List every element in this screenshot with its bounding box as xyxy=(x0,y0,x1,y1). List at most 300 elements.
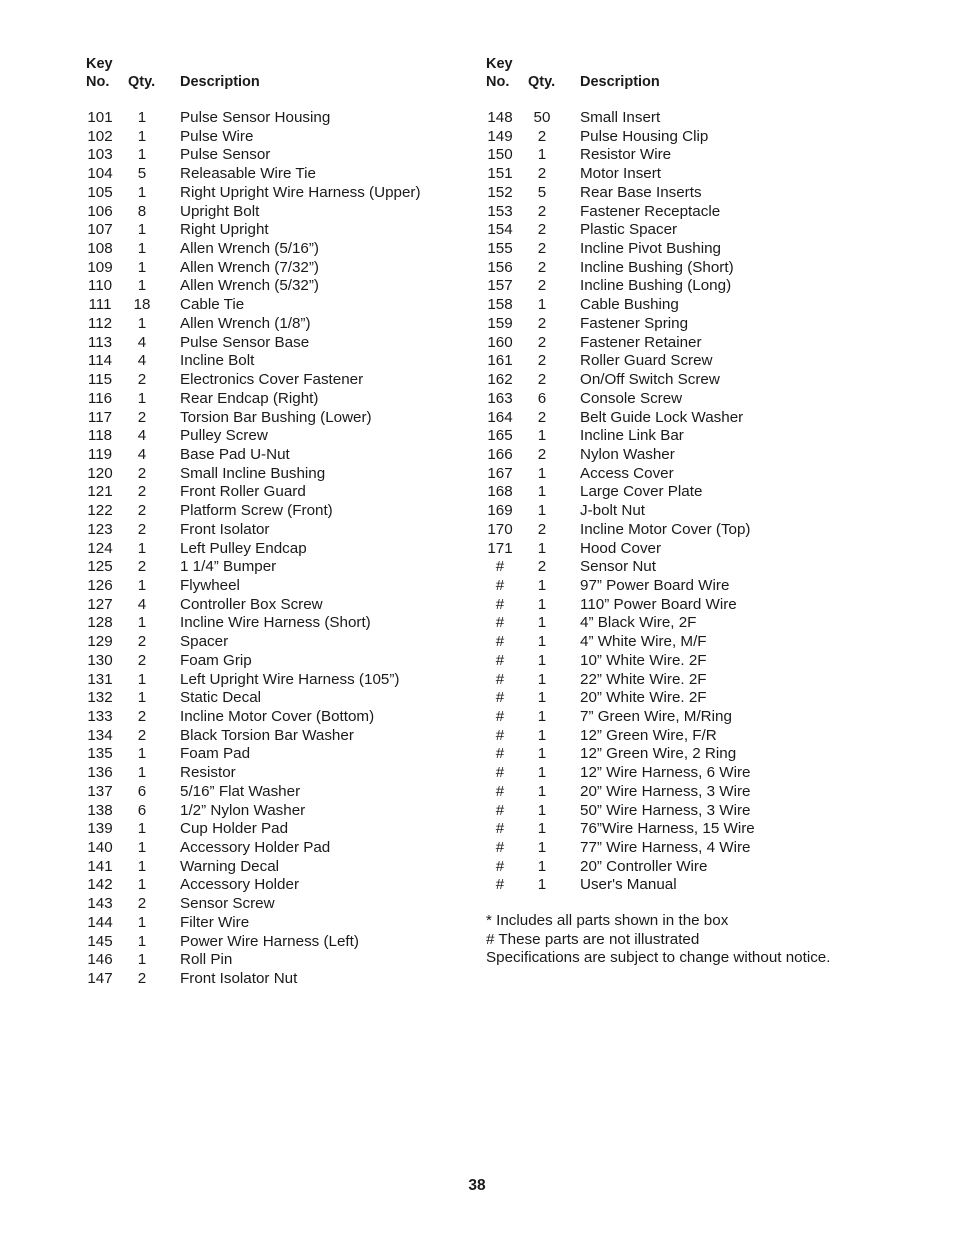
quantity: 1 xyxy=(537,708,547,725)
quantity: 1 xyxy=(537,689,547,707)
part-description: User's Manual xyxy=(580,876,677,894)
parts-row xyxy=(86,446,506,465)
parts-row xyxy=(86,951,506,970)
parts-list-left xyxy=(86,109,506,989)
quantity: 1 xyxy=(137,183,147,201)
column-header xyxy=(86,54,506,92)
part-description: Spacer xyxy=(180,633,229,651)
parts-row xyxy=(486,371,906,390)
quantity: 1 xyxy=(137,146,147,164)
parts-row xyxy=(486,820,906,839)
parts-row xyxy=(86,858,506,877)
part-description: Accessory Holder Pad xyxy=(180,839,331,857)
key-number: # xyxy=(495,820,505,838)
key-number: 111 xyxy=(88,296,112,314)
parts-row xyxy=(86,708,506,727)
parts-row xyxy=(86,465,506,484)
part-description: Cable Tie xyxy=(180,296,245,314)
quantity: 2 xyxy=(537,240,547,258)
key-number: 135 xyxy=(87,745,113,763)
key-number: # xyxy=(495,764,505,782)
key-number: 154 xyxy=(487,221,513,239)
key-number: 132 xyxy=(87,689,113,707)
key-number: 136 xyxy=(87,764,113,782)
part-description: Nylon Washer xyxy=(580,445,675,463)
parts-row xyxy=(486,558,906,577)
part-description: 110” Power Board Wire xyxy=(580,595,737,613)
part-description: Resistor xyxy=(180,764,236,782)
part-description: Upright Bolt xyxy=(180,202,260,220)
parts-row xyxy=(486,334,906,353)
part-description: Access Cover xyxy=(580,464,674,482)
part-description: Pulley Screw xyxy=(180,427,268,445)
quantity: 1 xyxy=(137,839,147,857)
header-description: Description xyxy=(180,74,260,90)
key-number: 119 xyxy=(87,445,113,463)
part-description: Filter Wire xyxy=(180,913,250,931)
parts-row xyxy=(86,914,506,933)
quantity: 1 xyxy=(137,277,147,295)
key-number: 109 xyxy=(87,258,113,276)
quantity: 2 xyxy=(537,258,547,276)
part-description: 4” White Wire, M/F xyxy=(580,633,707,651)
quantity: 1 xyxy=(537,801,547,819)
key-number: 153 xyxy=(487,202,513,220)
header-key-line1: Key xyxy=(486,56,513,72)
parts-row xyxy=(486,240,906,259)
key-number: 166 xyxy=(487,445,513,463)
quantity: 1 xyxy=(537,483,547,501)
parts-row xyxy=(86,334,506,353)
quantity: 1 xyxy=(537,820,547,838)
key-number: # xyxy=(495,689,505,707)
quantity: 6 xyxy=(137,782,147,800)
parts-row xyxy=(86,502,506,521)
parts-row xyxy=(86,689,506,708)
parts-row xyxy=(486,783,906,802)
quantity: 1 xyxy=(537,764,547,782)
part-description: Torsion Bar Bushing (Lower) xyxy=(180,408,372,426)
quantity: 2 xyxy=(537,445,547,463)
part-description: Fastener Receptacle xyxy=(580,202,721,220)
part-description: Rear Base Inserts xyxy=(580,183,702,201)
part-description: Fastener Retainer xyxy=(580,333,702,351)
part-description: Cup Holder Pad xyxy=(180,820,289,838)
quantity: 1 xyxy=(137,689,147,707)
parts-row xyxy=(86,165,506,184)
parts-row xyxy=(86,427,506,446)
quantity: 1 xyxy=(537,427,547,445)
quantity: 4 xyxy=(137,333,147,351)
quantity: 2 xyxy=(537,202,547,220)
quantity: 1 xyxy=(137,240,147,258)
part-description: 20” White Wire. 2F xyxy=(580,689,707,707)
part-description: Incline Link Bar xyxy=(580,427,684,445)
part-description: Incline Motor Cover (Top) xyxy=(580,520,751,538)
part-description: Sensor Screw xyxy=(180,895,275,913)
key-number: 101 xyxy=(87,109,113,126)
key-number: 151 xyxy=(487,165,513,183)
key-number: 156 xyxy=(487,258,513,276)
key-number: 115 xyxy=(87,371,113,389)
quantity: 2 xyxy=(137,726,147,744)
parts-row xyxy=(86,839,506,858)
quantity: 1 xyxy=(137,539,147,557)
quantity: 2 xyxy=(537,371,547,389)
key-number: 121 xyxy=(87,483,113,501)
key-number: 125 xyxy=(87,558,113,576)
parts-row xyxy=(486,764,906,783)
part-description: Platform Screw (Front) xyxy=(180,502,333,520)
part-description: Accessory Holder xyxy=(180,876,300,894)
quantity: 1 xyxy=(137,670,147,688)
key-number: 141 xyxy=(87,857,113,875)
parts-row xyxy=(86,540,506,559)
parts-row xyxy=(486,146,906,165)
part-description: Foam Pad xyxy=(180,745,251,763)
part-description: Controller Box Screw xyxy=(180,595,323,613)
quantity: 1 xyxy=(537,876,547,894)
parts-row xyxy=(486,745,906,764)
key-number: # xyxy=(495,558,505,576)
key-number: 171 xyxy=(487,539,513,557)
key-number: 155 xyxy=(487,240,513,258)
part-description: Incline Bushing (Short) xyxy=(580,258,734,276)
part-description: 97” Power Board Wire xyxy=(580,576,730,594)
part-description: Small Incline Bushing xyxy=(180,464,326,482)
parts-row xyxy=(86,146,506,165)
key-number: # xyxy=(495,857,505,875)
quantity: 2 xyxy=(537,408,547,426)
part-description: Allen Wrench (5/32”) xyxy=(180,277,319,295)
key-number: 138 xyxy=(87,801,113,819)
quantity: 2 xyxy=(537,277,547,295)
quantity: 2 xyxy=(137,651,147,669)
parts-row xyxy=(486,165,906,184)
quantity: 1 xyxy=(137,614,147,632)
key-number: 170 xyxy=(487,520,513,538)
key-number: 140 xyxy=(87,839,113,857)
part-description: Static Decal xyxy=(180,689,262,707)
parts-row xyxy=(86,296,506,315)
parts-row xyxy=(86,652,506,671)
key-number: 117 xyxy=(87,408,113,426)
key-number: # xyxy=(495,708,505,725)
quantity: 1 xyxy=(537,595,547,613)
key-number: 143 xyxy=(87,895,113,913)
key-number: 133 xyxy=(87,708,113,725)
parts-row xyxy=(486,465,906,484)
parts-row xyxy=(86,203,506,222)
part-description: Cable Bushing xyxy=(580,296,679,314)
quantity: 1 xyxy=(537,539,547,557)
key-number: # xyxy=(495,633,505,651)
key-number: 120 xyxy=(87,464,113,482)
quantity: 2 xyxy=(537,127,547,145)
quantity: 2 xyxy=(137,502,147,520)
quantity: 2 xyxy=(537,165,547,183)
part-description: Pulse Sensor Base xyxy=(180,333,310,351)
parts-row xyxy=(86,970,506,989)
quantity: 1 xyxy=(537,782,547,800)
key-number: # xyxy=(495,876,505,894)
quantity: 1 xyxy=(537,633,547,651)
key-number: 126 xyxy=(87,576,113,594)
parts-row xyxy=(486,633,906,652)
parts-column-right xyxy=(486,54,906,967)
part-description: Foam Grip xyxy=(180,651,252,669)
key-number: 114 xyxy=(87,352,113,370)
quantity: 1 xyxy=(137,913,147,931)
key-number: 147 xyxy=(87,970,113,988)
key-number: 130 xyxy=(87,651,113,669)
key-number: # xyxy=(495,670,505,688)
key-number: 107 xyxy=(87,221,113,239)
quantity: 1 xyxy=(537,651,547,669)
parts-row xyxy=(86,633,506,652)
parts-row xyxy=(86,764,506,783)
part-description: Incline Bushing (Long) xyxy=(580,277,732,295)
part-description: 12” Wire Harness, 6 Wire xyxy=(580,764,751,782)
quantity: 1 xyxy=(537,857,547,875)
part-description: 76”Wire Harness, 15 Wire xyxy=(580,820,755,838)
part-description: 10” White Wire. 2F xyxy=(580,651,707,669)
quantity: 1 xyxy=(137,389,147,407)
quantity: 4 xyxy=(137,595,147,613)
parts-row xyxy=(86,596,506,615)
header-key-line2: No. xyxy=(86,74,110,90)
key-number: 169 xyxy=(487,502,513,520)
parts-row xyxy=(486,352,906,371)
parts-row xyxy=(486,427,906,446)
parts-row xyxy=(486,203,906,222)
key-number: 105 xyxy=(87,183,113,201)
header-description: Description xyxy=(580,74,660,90)
parts-list-right xyxy=(486,109,906,895)
parts-row xyxy=(486,876,906,895)
parts-row xyxy=(86,558,506,577)
part-description: Electronics Cover Fastener xyxy=(180,371,364,389)
parts-row xyxy=(86,895,506,914)
part-description: Power Wire Harness (Left) xyxy=(180,932,359,950)
part-description: 12” Green Wire, 2 Ring xyxy=(580,745,737,763)
part-description: Large Cover Plate xyxy=(580,483,703,501)
key-number: # xyxy=(495,576,505,594)
quantity: 2 xyxy=(537,352,547,370)
parts-row xyxy=(486,839,906,858)
key-number: 158 xyxy=(487,296,513,314)
key-number: 102 xyxy=(87,127,113,145)
key-number: # xyxy=(495,651,505,669)
key-number: 145 xyxy=(87,932,113,950)
part-description: Pulse Sensor xyxy=(180,146,271,164)
part-description: Incline Bolt xyxy=(180,352,255,370)
part-description: Allen Wrench (7/32”) xyxy=(180,258,319,276)
parts-row xyxy=(86,820,506,839)
key-number: 123 xyxy=(87,520,113,538)
part-description: Flywheel xyxy=(180,576,240,594)
quantity: 4 xyxy=(137,445,147,463)
key-number: 108 xyxy=(87,240,113,258)
part-description: Roll Pin xyxy=(180,951,233,969)
quantity: 1 xyxy=(537,502,547,520)
parts-row xyxy=(86,933,506,952)
header-key-line1: Key xyxy=(86,56,113,72)
quantity: 2 xyxy=(137,970,147,988)
part-description: Hood Cover xyxy=(580,539,662,557)
key-number: 112 xyxy=(87,314,113,332)
part-description: Sensor Nut xyxy=(580,558,656,576)
part-description: Fastener Spring xyxy=(580,314,689,332)
part-description: Front Roller Guard xyxy=(180,483,306,501)
quantity: 1 xyxy=(137,127,147,145)
part-description: Allen Wrench (5/16”) xyxy=(180,240,319,258)
quantity: 2 xyxy=(137,633,147,651)
key-number: 113 xyxy=(87,333,113,351)
key-number: # xyxy=(495,726,505,744)
quantity: 1 xyxy=(137,258,147,276)
part-description: Plastic Spacer xyxy=(580,221,678,239)
quantity: 1 xyxy=(137,876,147,894)
quantity: 6 xyxy=(537,389,547,407)
part-description: 12” Green Wire, F/R xyxy=(580,726,717,744)
key-number: 137 xyxy=(87,782,113,800)
parts-row xyxy=(86,483,506,502)
key-number: 139 xyxy=(87,820,113,838)
key-number: 116 xyxy=(87,389,113,407)
parts-row xyxy=(86,577,506,596)
key-number: 162 xyxy=(487,371,513,389)
quantity: 1 xyxy=(537,464,547,482)
key-number: 146 xyxy=(87,951,113,969)
part-description: Console Screw xyxy=(580,389,683,407)
part-description: Allen Wrench (1/8”) xyxy=(180,314,311,332)
quantity: 2 xyxy=(137,371,147,389)
key-number: 127 xyxy=(87,595,113,613)
quantity: 1 xyxy=(137,745,147,763)
part-description: 7” Green Wire, M/Ring xyxy=(580,708,732,725)
parts-row xyxy=(86,128,506,147)
part-description: 5/16” Flat Washer xyxy=(180,782,301,800)
parts-row xyxy=(486,502,906,521)
key-number: 161 xyxy=(487,352,513,370)
quantity: 2 xyxy=(537,333,547,351)
quantity: 1 xyxy=(137,951,147,969)
quantity: 1 xyxy=(537,839,547,857)
parts-row xyxy=(86,184,506,203)
part-description: 20” Wire Harness, 3 Wire xyxy=(580,782,751,800)
key-number: # xyxy=(495,745,505,763)
key-number: 128 xyxy=(87,614,113,632)
parts-row xyxy=(86,409,506,428)
quantity: 6 xyxy=(137,801,147,819)
part-description: Left Pulley Endcap xyxy=(180,539,307,557)
quantity: 1 xyxy=(537,670,547,688)
footnotes xyxy=(486,912,830,968)
note-specifications: Specifications are subject to change without notice. xyxy=(486,949,831,967)
quantity: 2 xyxy=(137,895,147,913)
parts-row xyxy=(486,540,906,559)
quantity: 1 xyxy=(137,932,147,950)
parts-row xyxy=(486,259,906,278)
key-number: # xyxy=(495,614,505,632)
quantity: 2 xyxy=(537,314,547,332)
parts-row xyxy=(86,259,506,278)
parts-row xyxy=(486,689,906,708)
quantity: 18 xyxy=(133,296,151,314)
parts-row xyxy=(486,296,906,315)
key-number: 122 xyxy=(87,502,113,520)
part-description: Releasable Wire Tie xyxy=(180,165,316,183)
key-number: 165 xyxy=(487,427,513,445)
part-description: Pulse Sensor Housing xyxy=(180,109,331,126)
parts-row xyxy=(86,221,506,240)
key-number: 118 xyxy=(87,427,113,445)
part-description: 22” White Wire. 2F xyxy=(580,670,707,688)
part-description: Incline Motor Cover (Bottom) xyxy=(180,708,375,725)
quantity: 1 xyxy=(137,820,147,838)
parts-row xyxy=(486,596,906,615)
key-number: 106 xyxy=(87,202,113,220)
parts-row xyxy=(486,802,906,821)
quantity: 1 xyxy=(537,576,547,594)
quantity: 1 xyxy=(537,146,547,164)
quantity: 50 xyxy=(533,109,551,126)
key-number: 148 xyxy=(487,109,513,126)
key-number: 167 xyxy=(487,464,513,482)
note-not-illustrated: # These parts are not illustrated xyxy=(486,930,700,948)
parts-row xyxy=(86,876,506,895)
part-description: Front Isolator Nut xyxy=(180,970,298,988)
key-number: # xyxy=(495,801,505,819)
quantity: 8 xyxy=(137,202,147,220)
key-number: 134 xyxy=(87,726,113,744)
part-description: 50” Wire Harness, 3 Wire xyxy=(580,801,751,819)
parts-row xyxy=(86,240,506,259)
part-description: 4” Black Wire, 2F xyxy=(580,614,697,632)
parts-row xyxy=(86,109,506,128)
key-number: 159 xyxy=(487,314,513,332)
key-number: 149 xyxy=(487,127,513,145)
header-qty: Qty. xyxy=(128,74,156,90)
part-description: Incline Pivot Bushing xyxy=(580,240,721,258)
note-includes: * Includes all parts shown in the box xyxy=(486,912,729,929)
parts-row xyxy=(86,745,506,764)
parts-row xyxy=(486,727,906,746)
parts-row xyxy=(86,315,506,334)
parts-row xyxy=(86,614,506,633)
parts-row xyxy=(86,352,506,371)
quantity: 2 xyxy=(537,520,547,538)
part-description: Base Pad U-Nut xyxy=(180,445,290,463)
parts-row xyxy=(86,371,506,390)
key-number: 103 xyxy=(87,146,113,164)
header-key-line2: No. xyxy=(486,74,510,90)
quantity: 2 xyxy=(137,558,147,576)
part-description: Front Isolator xyxy=(180,520,270,538)
quantity: 2 xyxy=(137,483,147,501)
quantity: 2 xyxy=(537,221,547,239)
quantity: 2 xyxy=(537,558,547,576)
quantity: 5 xyxy=(537,183,547,201)
key-number: 157 xyxy=(487,277,513,295)
parts-row xyxy=(486,671,906,690)
key-number: 129 xyxy=(87,633,113,651)
part-description: J-bolt Nut xyxy=(580,502,645,520)
parts-row xyxy=(486,315,906,334)
part-description: Roller Guard Screw xyxy=(580,352,713,370)
key-number: 168 xyxy=(487,483,513,501)
